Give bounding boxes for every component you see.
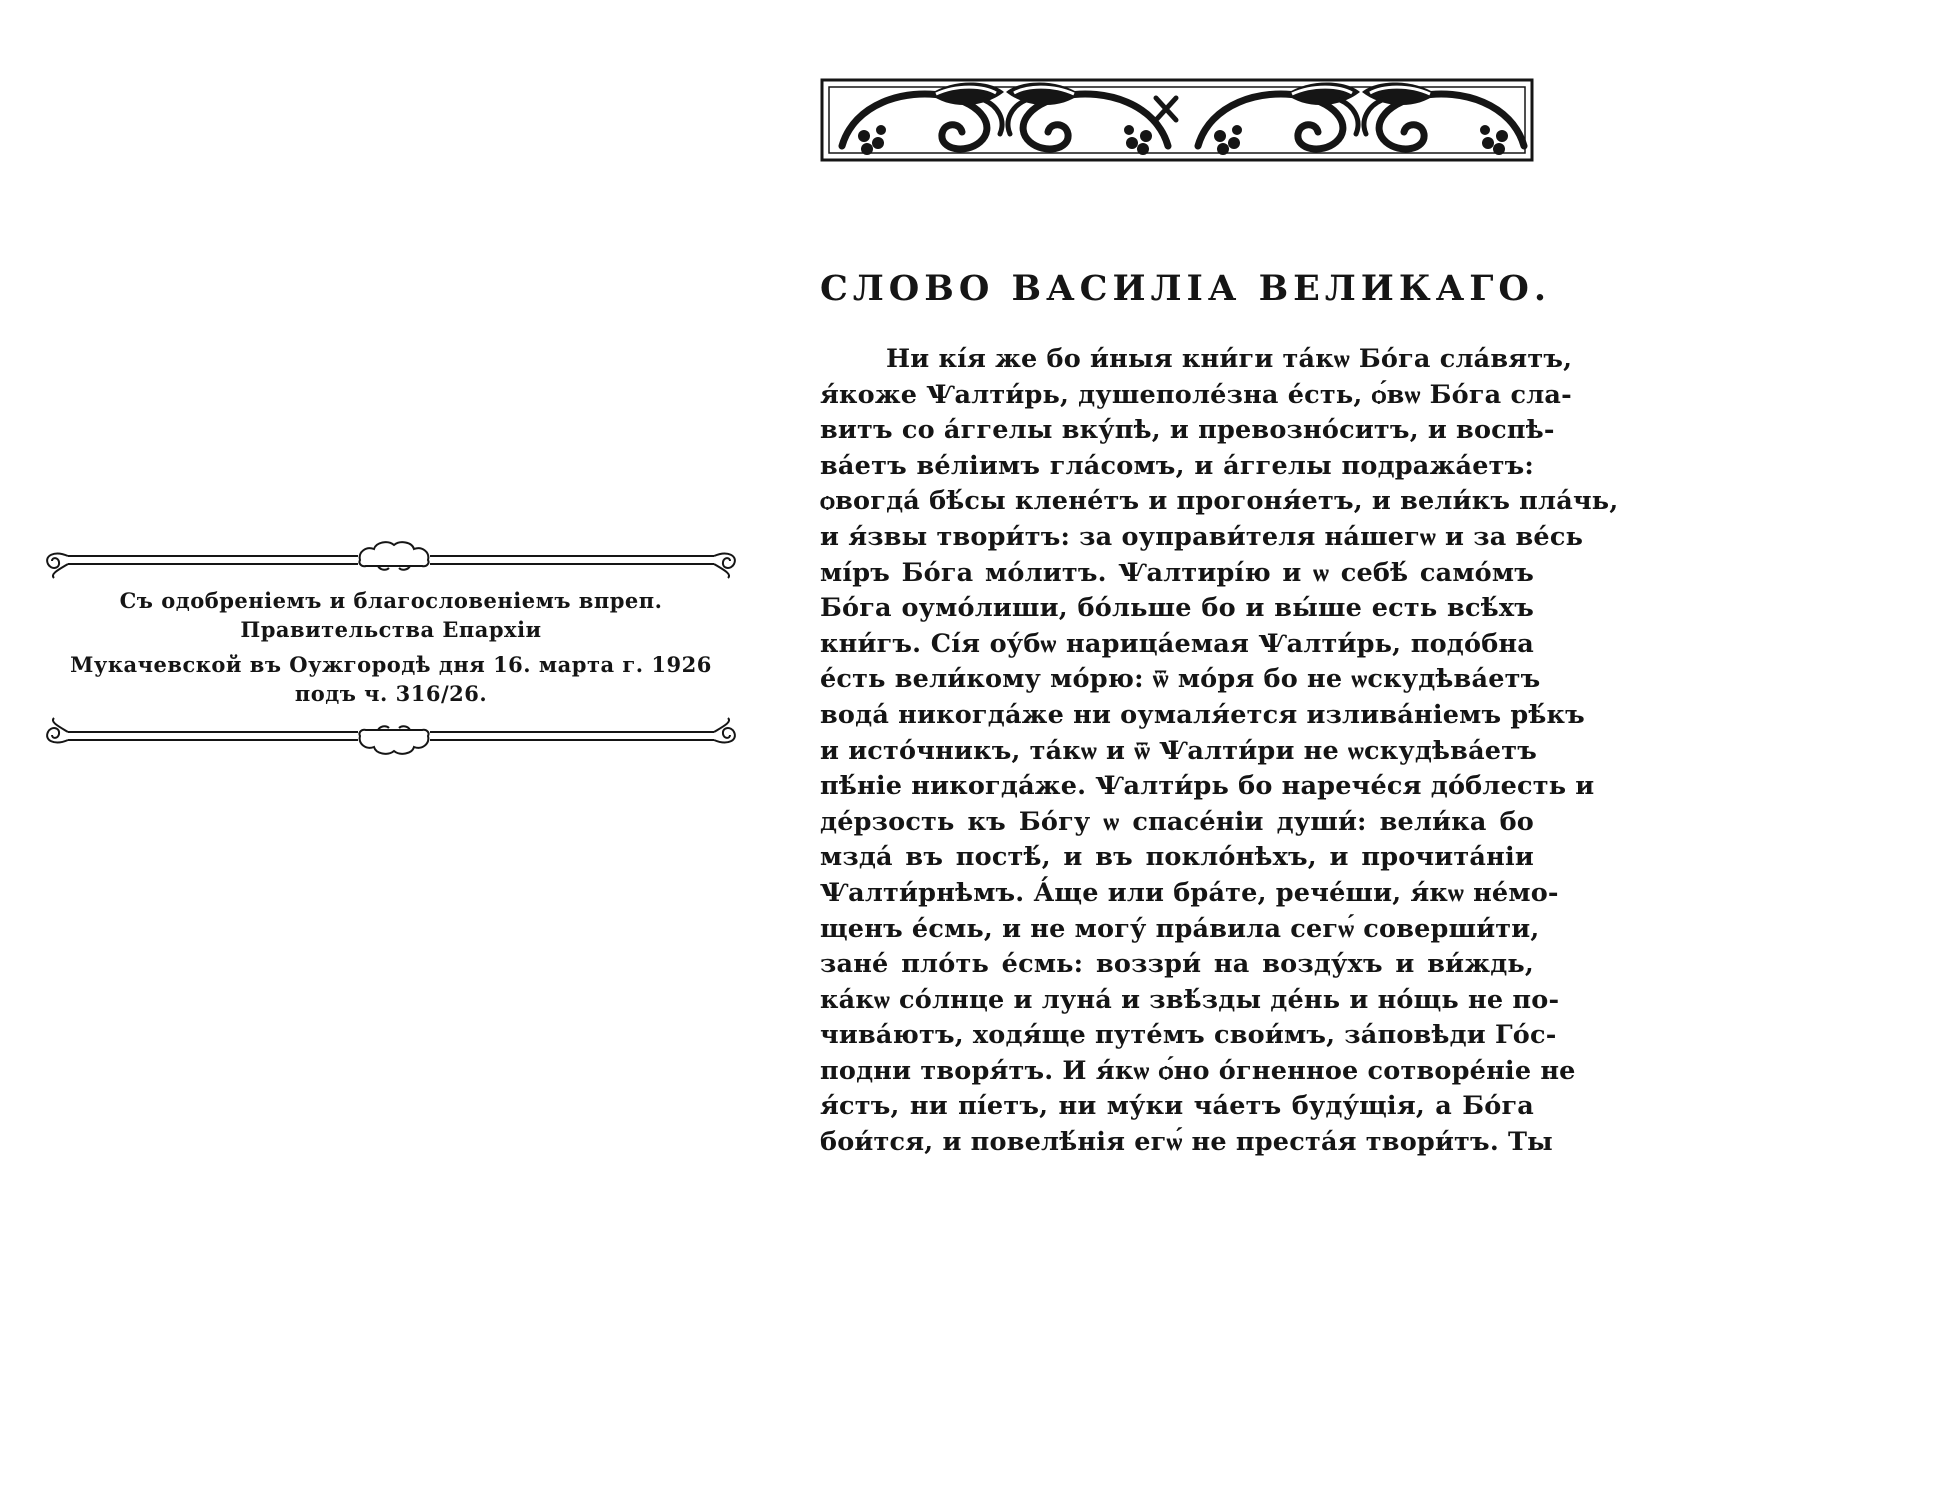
page-title: СЛОВО ВАСИЛІА ВЕЛИКАГО. (820, 268, 1552, 309)
text-line: ва́етъ ве́ліимъ гла́сомъ, и а́ггелы подража́етъ: (820, 450, 1534, 481)
text-line: Бо́га оумо́лиши, бо́льше бо и вы́ше есть всѣ́хъ (820, 593, 1534, 624)
text-line: чива́ютъ, ходя́ще путе́мъ свои́мъ, за́повѣди Го́с- (820, 1020, 1557, 1051)
flourish-divider-icon (38, 540, 744, 584)
right-page (820, 0, 1619, 1500)
text-line: и я́звы твори́тъ: за оуправи́теля на́шегѡ и за ве́сь (820, 521, 1584, 552)
text-line: вода́ никогда́же ни оумаля́ется излива́ніемъ рѣ́къ (820, 699, 1585, 730)
flourish-divider-icon (38, 712, 744, 756)
text-line: я́стъ, ни пі́етъ, ни му́ки ча́етъ буду́щія, а Бо́га (820, 1091, 1534, 1122)
text-line: е́сть вели́кому мо́рю: ѿ мо́ря бо не ѡскудѣва́етъ (820, 664, 1541, 695)
text-line: бои́тся, и повелѣ́нія егѡ́ не преста́я твори́тъ. Ты (820, 1127, 1553, 1158)
text-line: щенъ е́смь, и не могу́ пра́вила сегѡ́ соверши́ти, (820, 913, 1540, 944)
text-line: ка́кѡ со́лнце и луна́ и звѣ́зды де́нь и но́щь не по- (820, 984, 1560, 1015)
text-line: и исто́чникъ, та́кѡ и ѿ Ѱалти́ри не ѡскудѣва́етъ (820, 735, 1537, 766)
body-text (820, 342, 1619, 1161)
text-line: мі́ръ Бо́га мо́литъ. Ѱалтирі́ю и ѡ себѣ́ само́мъ (820, 557, 1534, 588)
imprimatur-line-2: Мукачевской въ Оужгородѣ дня 16. марта г. 1926 подъ ч. 316/26. (70, 652, 712, 706)
text-line: Ѱалти́рнѣмъ. А́ще или бра́те, рече́ши, я́кѡ не́мо- (820, 877, 1559, 908)
text-line: Ни кі́я же бо и́ныя кни́ги та́кѡ Бо́га сла́вятъ, (886, 344, 1573, 374)
headpiece-ornament-icon (820, 78, 1534, 162)
text-line: подни творя́тъ. И я́кѡ ѻ́но о́гненное сотворе́ніе не (820, 1055, 1576, 1086)
imprimatur-line-1: Съ одобреніемъ и благословеніемъ впреп. Правительства Епархіи (119, 588, 663, 642)
text-line: мзда́ въ постѣ́, и въ покло́нѣхъ, и прочита́ніи (820, 842, 1534, 873)
text-line: витъ со а́ггелы вку́пѣ, и превозно́ситъ, и воспѣ- (820, 415, 1555, 446)
text-line: пѣ́ніе никогда́же. Ѱалти́рь бо нарече́ся до́блесть и (820, 771, 1595, 802)
text-line: я́коже Ѱалти́рь, душеполе́зна е́сть, ѻ́вѡ Бо́га сла- (820, 379, 1572, 410)
text-line: зане́ пло́ть е́смь: воззри́ на возду́хъ и ви́ждь, (820, 949, 1534, 980)
imprimatur-block (38, 540, 744, 756)
text-line: ѻвогда́ бѣ́сы клене́тъ и прогоня́етъ, и вели́къ пла́чь, (820, 486, 1619, 517)
text-line: кни́гъ. Сі́я оу́бѡ нарица́емая Ѱалти́рь, подо́бна (820, 628, 1534, 659)
text-line: де́рзость къ Бо́гу ѡ спасе́ніи души́: вели́ка бо (820, 806, 1534, 837)
